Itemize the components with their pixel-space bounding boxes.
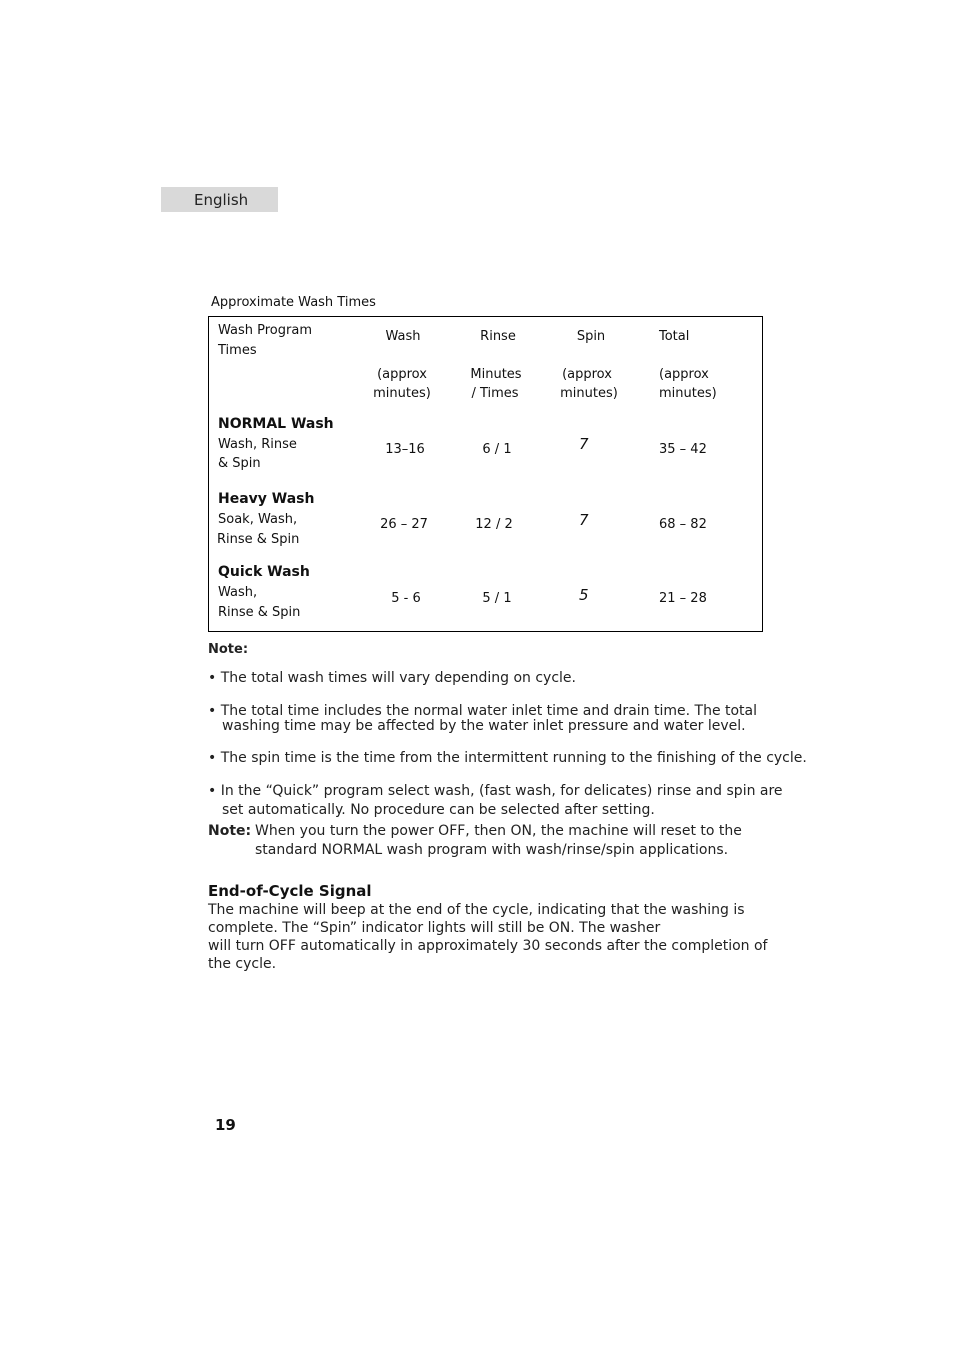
header-program-line2: Times — [218, 343, 257, 358]
header-rinse-unit2: / Times — [471, 386, 519, 401]
row-normal-name: NORMAL Wash — [218, 416, 334, 432]
row-normal-desc2: & Spin — [218, 456, 261, 471]
page-number: 19 — [215, 1116, 236, 1134]
wash-times-table — [208, 316, 763, 632]
header-wash: Wash — [385, 329, 421, 344]
row-heavy-rinse: 12 / 2 — [475, 517, 513, 532]
row-heavy-total: 68 – 82 — [659, 517, 707, 532]
row-quick-total: 21 – 28 — [659, 591, 707, 606]
header-program-line1: Wash Program — [218, 323, 312, 338]
end-of-cycle-line2: complete. The “Spin” indicator lights will still be ON. The washer — [208, 920, 661, 936]
note-bullet-1: • The total wash times will vary depending on cycle. — [208, 670, 576, 686]
row-normal-desc1: Wash, Rinse — [218, 437, 297, 452]
row-normal-total: 35 – 42 — [659, 442, 707, 457]
header-total-unit2: minutes) — [659, 386, 717, 401]
row-heavy-desc1: Soak, Wash, — [218, 512, 298, 527]
header-spin-unit1: (approx — [562, 367, 612, 382]
header-spin-unit2: minutes) — [560, 386, 618, 401]
row-quick-name: Quick Wash — [218, 564, 310, 580]
note2-line1: When you turn the power OFF, then ON, the machine will reset to the — [255, 823, 742, 839]
row-normal-wash: 13–16 — [385, 442, 425, 457]
row-quick-desc2: Rinse & Spin — [218, 605, 301, 620]
note-label: Note: — [208, 642, 249, 657]
note-bullet-2-line1: • The total time includes the normal water inlet time and drain time. The total — [208, 703, 758, 719]
header-rinse: Rinse — [480, 329, 516, 344]
note2-line2: standard NORMAL wash program with wash/rinse/spin applications. — [255, 842, 729, 858]
row-heavy-desc2: Rinse & Spin — [217, 532, 300, 547]
header-rinse-unit1: Minutes — [470, 367, 522, 382]
header-total-unit1: (approx — [659, 367, 709, 382]
note-bullet-2-line2: washing time may be affected by the water inlet pressure and water level. — [222, 718, 746, 734]
end-of-cycle-line3: will turn OFF automatically in approximately 30 seconds after the completion of — [208, 938, 768, 954]
note-bullet-4-line1: • In the “Quick” program select wash, (fast wash, for delicates) rinse and spin are — [208, 783, 783, 799]
row-quick-wash: 5 - 6 — [391, 591, 421, 606]
row-quick-spin: 5 — [579, 586, 589, 604]
end-of-cycle-line4: the cycle. — [208, 956, 277, 972]
row-heavy-spin: 7 — [579, 511, 589, 529]
end-of-cycle-heading: End-of-Cycle Signal — [208, 882, 372, 900]
row-quick-desc1: Wash, — [218, 585, 258, 600]
header-wash-unit1: (approx — [377, 367, 427, 382]
note-bullet-3: • The spin time is the time from the intermittent running to the finishing of the cycle. — [208, 750, 807, 766]
header-total: Total — [659, 329, 690, 344]
note2-label: Note: — [208, 823, 252, 839]
end-of-cycle-line1: The machine will beep at the end of the cycle, indicating that the washing is — [208, 902, 745, 918]
header-spin: Spin — [576, 329, 606, 344]
row-quick-rinse: 5 / 1 — [482, 591, 512, 606]
row-heavy-wash: 26 – 27 — [380, 517, 428, 532]
row-normal-rinse: 6 / 1 — [482, 442, 512, 457]
row-heavy-name: Heavy Wash — [218, 491, 315, 507]
header-wash-unit2: minutes) — [373, 386, 431, 401]
table-caption: Approximate Wash Times — [211, 295, 376, 310]
language-tab: English — [161, 187, 278, 212]
row-normal-spin: 7 — [579, 435, 589, 453]
note-bullet-4-line2: set automatically. No procedure can be selected after setting. — [222, 802, 655, 818]
